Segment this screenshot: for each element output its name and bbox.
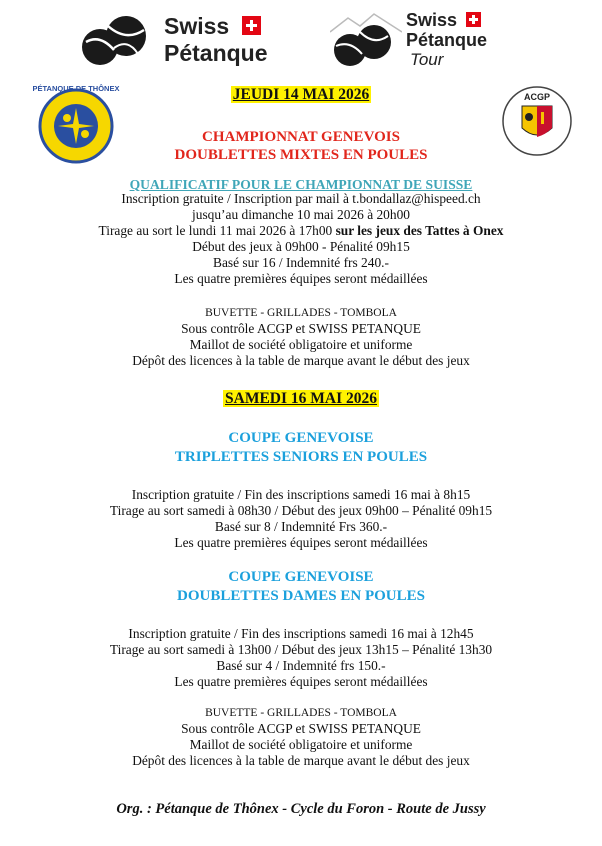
event2-date-row xyxy=(0,390,602,408)
event2-b-line-2: Tirage au sort samedi à 13h00 / Début des jeux 13h15 – Pénalité 13h30 xyxy=(109,642,493,657)
event1-draw-location: sur les jeux des Tattes à Onex xyxy=(335,223,504,238)
swiss-petanque-tour-logo xyxy=(330,8,510,74)
event1-line-6: Les quatre premières équipes seront médaillées xyxy=(174,271,428,286)
event1-line-3 xyxy=(0,223,602,239)
event1-line-9: Dépôt des licences à la table de marque avant le début des jeux xyxy=(132,353,470,368)
event2-line-c1: Sous contrôle ACGP et SWISS PETANQUE xyxy=(181,721,421,736)
event2-b-line-1: Inscription gratuite / Fin des inscriptions samedi 16 mai à 12h45 xyxy=(128,626,474,641)
event1-draw-text: Tirage au sort le lundi 11 mai 2026 à 17h00 xyxy=(98,223,336,238)
event2-a-line-3: Basé sur 8 / Indemnité Frs 360.- xyxy=(214,519,388,534)
event2-a-line-2: Tirage au sort samedi à 08h30 / Début des jeux 09h00 – Pénalité 09h15 xyxy=(109,503,493,518)
event1-line-2: jusqu’au dimanche 10 mai 2026 à 20h00 xyxy=(192,207,410,222)
tour-logo-petanque-text: Pétanque xyxy=(406,30,488,50)
event1-line-4: Début des jeux à 09h00 - Pénalité 09h15 xyxy=(192,239,410,254)
event2-b-line-3: Basé sur 4 / Indemnité frs 150.- xyxy=(216,658,386,673)
event2-a-line-1: Inscription gratuite / Fin des inscriptions samedi 16 mai à 8h15 xyxy=(131,487,471,502)
event2-buvette: BUVETTE - GRILLADES - TOMBOLA xyxy=(205,707,397,719)
event1-line-7: Sous contrôle ACGP et SWISS PETANQUE xyxy=(181,321,421,336)
event2-line-c2: Maillot de société obligatoire et uniforme xyxy=(189,737,413,752)
event1-title-2: DOUBLETTES MIXTES EN POULES xyxy=(174,147,428,163)
event2-a-line-4: Les quatre premières équipes seront médaillées xyxy=(174,535,428,550)
logo-swiss-text: Swiss xyxy=(164,13,230,39)
event1-title-1: CHAMPIONNAT GENEVOIS xyxy=(202,129,400,145)
event2-a-title-2: TRIPLETTES SENIORS EN POULES xyxy=(174,449,428,465)
event1-date-row xyxy=(0,86,602,104)
event2-b-line-4: Les quatre premières équipes seront médaillées xyxy=(174,674,428,689)
swiss-cross-icon xyxy=(466,12,481,27)
petanque-balls-icon xyxy=(78,12,158,72)
tour-logo-swiss-text: Swiss xyxy=(406,10,458,30)
event1-line-8: Maillot de société obligatoire et uniforme xyxy=(189,337,413,352)
swiss-petanque-logo xyxy=(78,10,294,72)
event1-line-1: Inscription gratuite / Inscription par mail à t.bondallaz@hispeed.ch xyxy=(121,191,481,206)
acgp-label: ACGP xyxy=(523,92,550,102)
event2-a-title-1: COUPE GENEVOISE xyxy=(228,430,374,446)
event2-date: SAMEDI 16 MAI 2026 xyxy=(225,390,377,407)
event1-line-5: Basé sur 16 / Indemnité frs 240.- xyxy=(213,255,389,270)
event1-date: JEUDI 14 MAI 2026 xyxy=(232,86,370,103)
event2-b-title-1: COUPE GENEVOISE xyxy=(228,569,374,585)
event1-buvette: BUVETTE - GRILLADES - TOMBOLA xyxy=(205,307,397,319)
footer-organizer: Org. : Pétanque de Thônex - Cycle du Foron - Route de Jussy xyxy=(116,801,486,817)
event1-qualif: QUALIFICATIF POUR LE CHAMPIONNAT DE SUISSE xyxy=(129,177,473,192)
thonex-seal-label: PÉTANQUE DE THÔNEX xyxy=(32,84,120,93)
tour-logo-tour-text: Tour xyxy=(410,50,444,69)
logo-petanque-text: Pétanque xyxy=(164,40,268,66)
event2-b-title-2: DOUBLETTES DAMES EN POULES xyxy=(177,588,425,604)
swiss-cross-icon xyxy=(242,16,261,35)
event2-line-c3: Dépôt des licences à la table de marque avant le début des jeux xyxy=(132,753,470,768)
petanque-balls-mountain-icon xyxy=(330,12,402,72)
